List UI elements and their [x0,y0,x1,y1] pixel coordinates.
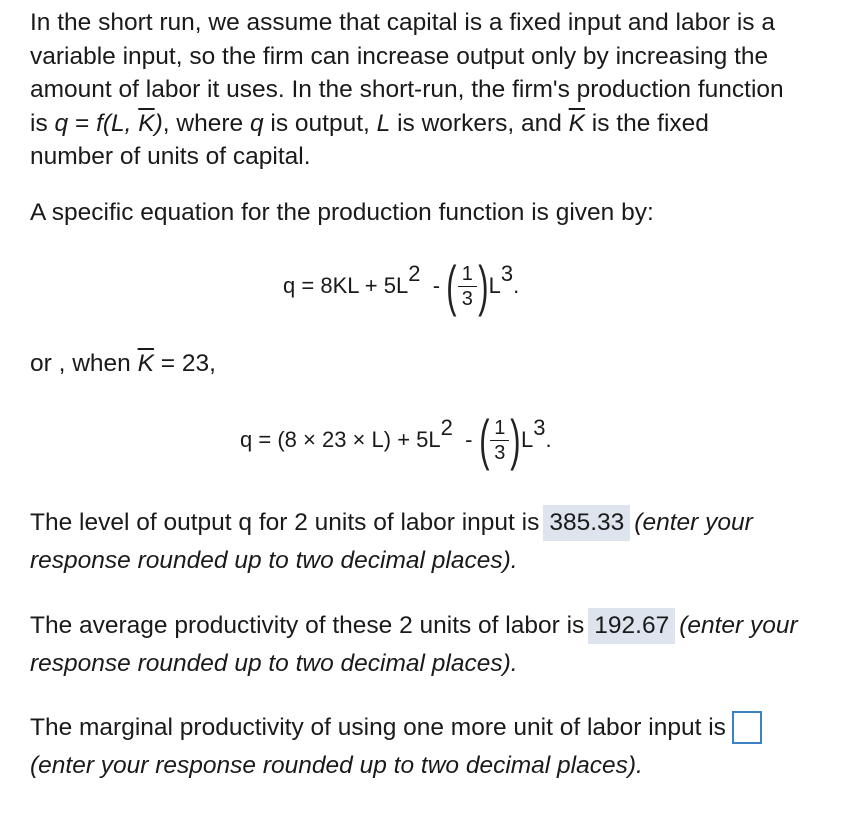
text: is the fixed [585,109,709,137]
var-k-bar: $\overline{K}$ [138,109,155,137]
var-k-bar: $\overline{K}$ [568,109,585,137]
eq-minus: - [452,427,479,452]
eq-minus: - [420,273,447,298]
question-text: The level of output q for 2 units of labor input is [30,509,540,536]
fraction-numerator: 1 [458,263,477,287]
intro-line: number of units of capital. [30,143,311,170]
production-function-equation [283,254,520,317]
fraction-denominator: 3 [461,287,473,310]
output-question [30,504,860,580]
text: is output, [263,109,377,137]
eq-equals: = [252,427,278,452]
right-paren: ) [510,408,521,471]
fraction [458,263,477,310]
eq-lhs: q [283,273,296,298]
intro-line [30,107,845,141]
substituted-equation [240,408,552,471]
text: is workers, and [390,109,569,137]
text: = [68,109,97,137]
instruction-note: response rounded up to two decimal places). [30,650,518,677]
fraction-numerator: 1 [490,417,509,441]
k-condition [30,347,216,380]
text: = 23, [153,350,216,377]
intro-line: variable input, so the firm can increase output only by increasing the [30,42,769,70]
question-text: The marginal productivity of using one more unit of labor input is [30,714,726,741]
intro-paragraph [30,6,845,174]
text: ) [154,109,163,137]
var-q: q [54,109,69,137]
eq-term2: 5L [383,273,409,298]
eq-term1: (8 × 23 × L) [277,427,392,452]
marginal-productivity-question [30,709,860,785]
average-productivity-answer-box[interactable]: 192.67 [588,608,675,644]
question-text: The average productivity of these 2 units of labor is [30,612,585,639]
var-q: q [249,109,264,137]
eq-exponent: 2 [440,415,453,440]
fraction [490,417,509,464]
eq-lhs: q [240,427,253,452]
var-k-bar: $\overline{K}$ [137,350,154,377]
instruction-note: (enter your [679,612,798,639]
eq-plus: + [391,427,417,452]
func-f: f(L, [96,109,139,137]
eq-exponent: 2 [408,261,421,286]
intro-line: amount of labor it uses. In the short-run, the firm's production function [30,76,784,103]
right-paren: ) [478,254,489,317]
eq-end: . [513,273,520,298]
fraction-denominator: 3 [494,441,506,464]
text: or , when [30,350,138,377]
var-l: L [376,109,391,137]
eq-term3: L [521,427,534,452]
intro-line: In the short run, we assume that capital is a fixed input and labor is a [30,9,775,36]
output-answer-box[interactable]: 385.33 [543,505,630,541]
instruction-note: (enter your response rounded up to two decimal places). [30,752,643,779]
eq-term3: L [488,273,501,298]
marginal-productivity-input[interactable] [732,711,762,744]
left-paren: ( [478,408,490,471]
text: is [30,109,55,137]
eq-term1: 8KL + [320,273,384,298]
eq-exponent: 3 [533,415,546,440]
text: , where [162,109,250,137]
average-productivity-question [30,607,860,683]
instruction-note: response rounded up to two decimal places). [30,547,518,574]
equation-heading: A specific equation for the production function is given by: [30,199,654,226]
eq-term2: 5L [416,427,441,452]
eq-exponent: 3 [500,261,514,286]
left-paren: ( [446,254,457,317]
eq-end: . [545,427,552,452]
instruction-note: (enter your [634,509,753,536]
eq-equals: = [295,273,321,298]
